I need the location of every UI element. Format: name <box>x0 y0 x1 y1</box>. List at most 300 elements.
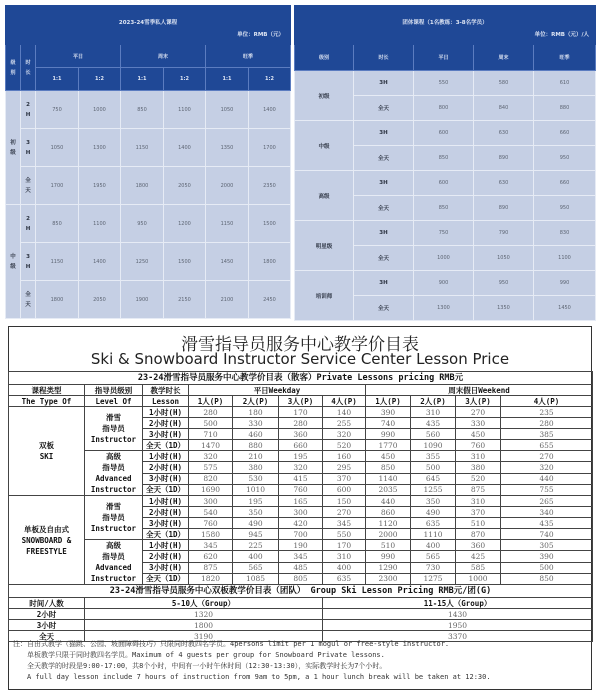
price-cell: 195 <box>233 496 279 507</box>
private-row <box>6 167 291 205</box>
price-cell: 1470 <box>189 440 233 451</box>
price-cell: 460 <box>233 429 279 440</box>
price-cell: 255 <box>323 418 366 429</box>
group-price-cell: 1320 <box>85 609 323 620</box>
instructor-level-line: Advanced <box>95 563 132 572</box>
price-cell: 520 <box>323 440 366 451</box>
price-cell: 760 <box>279 484 323 495</box>
price-cell: 950 <box>121 205 164 243</box>
header-ratio: 1:2 <box>164 68 206 91</box>
price-cell: 600 <box>323 484 366 495</box>
header-level: 级别 <box>6 45 21 91</box>
price-cell: 370 <box>323 473 366 484</box>
price-cell: 820 <box>189 473 233 484</box>
price-cell: 1950 <box>79 167 121 205</box>
price-cell: 355 <box>411 451 456 462</box>
private-row <box>6 205 291 243</box>
header-type-en: The Type Of <box>9 396 85 407</box>
price-cell: 520 <box>456 473 501 484</box>
price-cell: 1275 <box>411 573 456 584</box>
header-persons: 4人(P) <box>323 396 366 407</box>
price-cell: 280 <box>279 418 323 429</box>
price-cell: 180 <box>233 407 279 418</box>
instructor-level-cell <box>85 540 143 585</box>
group-price-cell: 1950 <box>323 620 593 631</box>
duration-cell: 全天 <box>354 296 414 321</box>
price-cell: 400 <box>233 551 279 562</box>
price-cell: 170 <box>279 407 323 418</box>
sheet-title-cn: 滑雪指导员服务中心教学价目表 <box>181 335 419 355</box>
instructor-level-cell <box>85 451 143 496</box>
price-cell: 600 <box>414 121 474 146</box>
header-weekday: 平日 <box>414 45 474 71</box>
price-cell: 2000 <box>366 529 411 540</box>
price-cell: 1010 <box>233 484 279 495</box>
group-price-cell: 1800 <box>85 620 323 631</box>
price-row <box>9 451 593 462</box>
duration-cell: 2小时(H) <box>143 418 189 429</box>
duration-cell: 全天 <box>354 96 414 121</box>
price-cell: 710 <box>189 429 233 440</box>
header-persons: 1人(P) <box>189 396 233 407</box>
price-cell: 195 <box>279 451 323 462</box>
price-cell: 635 <box>411 518 456 529</box>
header-persons: 3人(P) <box>279 396 323 407</box>
price-cell: 310 <box>456 496 501 507</box>
price-cell: 850 <box>414 146 474 171</box>
price-cell: 1290 <box>366 562 411 573</box>
price-cell: 850 <box>36 205 79 243</box>
price-cell: 1700 <box>249 129 291 167</box>
price-cell: 830 <box>534 221 596 246</box>
duration-cell: 3小时(H) <box>143 518 189 529</box>
private-lesson-table <box>5 5 291 319</box>
price-cell: 660 <box>279 440 323 451</box>
group-section-row <box>9 585 593 598</box>
price-cell: 310 <box>323 551 366 562</box>
header-peak: 旺季 <box>534 45 596 71</box>
price-cell: 160 <box>323 451 366 462</box>
price-cell: 1200 <box>164 205 206 243</box>
price-row <box>9 540 593 551</box>
price-cell: 850 <box>501 573 593 584</box>
price-cell: 990 <box>534 271 596 296</box>
duration-cell: 2小时(H) <box>143 507 189 518</box>
duration-cell: 全天（1D） <box>143 440 189 451</box>
price-cell: 320 <box>501 462 593 473</box>
lesson-type-cn: 单板及自由式 <box>24 524 69 534</box>
price-cell: 870 <box>456 529 501 540</box>
instructor-level-line: 指导员 <box>102 513 125 522</box>
price-cell: 1090 <box>411 440 456 451</box>
duration-label: 2H <box>25 101 31 118</box>
price-cell: 530 <box>233 473 279 484</box>
price-cell: 1800 <box>249 243 291 281</box>
price-cell: 370 <box>456 507 501 518</box>
header-persons: 2人(P) <box>411 396 456 407</box>
instructor-level-line: 滑雪 <box>106 413 121 422</box>
duration-cell <box>21 91 36 129</box>
private-row <box>6 243 291 281</box>
header-level: 级别 <box>295 45 354 71</box>
price-cell: 1300 <box>79 129 121 167</box>
price-cell: 1050 <box>36 129 79 167</box>
note-line: 注：自由式教学（猫跳、公园、坡面障碍技巧）只限同时教四名学员。4persons limit per 1 mogul or free-style instructor. <box>13 640 450 648</box>
price-cell: 510 <box>456 518 501 529</box>
duration-cell: 3H <box>354 71 414 96</box>
price-cell: 1700 <box>36 167 79 205</box>
price-cell: 295 <box>323 462 366 473</box>
price-cell: 1100 <box>164 91 206 129</box>
price-cell: 270 <box>323 507 366 518</box>
price-cell: 2035 <box>366 484 411 495</box>
price-cell: 345 <box>323 518 366 529</box>
group-row <box>295 171 596 196</box>
price-cell: 310 <box>411 407 456 418</box>
price-cell: 2050 <box>164 167 206 205</box>
price-cell: 170 <box>323 540 366 551</box>
price-cell: 585 <box>456 562 501 573</box>
price-cell: 435 <box>501 518 593 529</box>
price-cell: 485 <box>279 562 323 573</box>
duration-cell: 3小时(H) <box>143 562 189 573</box>
price-cell: 225 <box>233 540 279 551</box>
private-row <box>6 91 291 129</box>
group-row <box>295 71 596 96</box>
price-cell: 270 <box>456 407 501 418</box>
price-cell: 320 <box>279 462 323 473</box>
price-cell: 1350 <box>474 296 534 321</box>
price-cell: 2300 <box>366 573 411 584</box>
header-weekend: 周末 <box>121 45 206 68</box>
duration-cell: 1小时(H) <box>143 451 189 462</box>
duration-cell: 3H <box>354 221 414 246</box>
price-cell: 390 <box>501 551 593 562</box>
price-row <box>9 407 593 418</box>
lesson-type-en: SNOWBOARD & FREESTYLE <box>21 535 72 556</box>
price-cell: 755 <box>501 484 593 495</box>
group-header-time: 时间/人数 <box>9 598 85 609</box>
group-row <box>295 221 596 246</box>
level-cell: 高级 <box>295 171 354 221</box>
price-cell: 500 <box>501 562 593 573</box>
price-cell: 440 <box>366 496 411 507</box>
price-cell: 345 <box>189 540 233 551</box>
price-cell: 2450 <box>249 281 291 319</box>
note-line: A full day lesson include 7 hours of instruction from 9am to 5pm, a 1 hour lunch break will be taken at 12:30. <box>27 673 491 681</box>
price-cell: 305 <box>501 540 593 551</box>
header-weekend: 周末假日Weekend <box>366 385 593 396</box>
price-cell: 860 <box>366 507 411 518</box>
price-cell: 2000 <box>206 167 249 205</box>
price-cell: 900 <box>414 271 474 296</box>
price-cell: 565 <box>233 562 279 573</box>
price-cell: 2150 <box>164 281 206 319</box>
lesson-type-cn: 双板 <box>39 441 54 450</box>
price-cell: 150 <box>323 496 366 507</box>
duration-cell <box>21 205 36 243</box>
instructor-level-line: 指导员 <box>102 552 125 561</box>
price-cell: 1800 <box>121 167 164 205</box>
duration-cell: 1小时(H) <box>143 540 189 551</box>
price-cell: 340 <box>501 507 593 518</box>
private-section-title: 23-24滑雪指导员服务中心教学价目表（散客）Private Lessons pricing RMB元 <box>9 372 593 385</box>
price-cell: 415 <box>279 473 323 484</box>
header-ratio: 1:1 <box>121 68 164 91</box>
price-cell: 1140 <box>366 473 411 484</box>
group-header-11-15: 11-15人（Group） <box>323 598 593 609</box>
header-ratio: 1:2 <box>79 68 121 91</box>
header-level-en: Level Of <box>85 396 143 407</box>
price-cell: 750 <box>36 91 79 129</box>
duration-cell: 全天 <box>354 246 414 271</box>
price-cell: 1300 <box>414 296 474 321</box>
group-time-cell: 2小时 <box>9 609 85 620</box>
header-lesson-cn: 教学时长 <box>143 385 189 396</box>
price-cell: 1250 <box>121 243 164 281</box>
price-cell: 600 <box>414 171 474 196</box>
price-cell: 890 <box>474 146 534 171</box>
header-weekend: 周末 <box>474 45 534 71</box>
duration-cell: 3小时(H) <box>143 473 189 484</box>
duration-label: 3H <box>25 139 31 156</box>
duration-cell <box>21 167 36 205</box>
duration-cell <box>21 281 36 319</box>
price-cell: 310 <box>456 451 501 462</box>
price-cell: 850 <box>414 196 474 221</box>
price-cell: 630 <box>474 171 534 196</box>
price-cell: 1050 <box>206 91 249 129</box>
price-cell: 320 <box>323 429 366 440</box>
price-cell: 435 <box>411 418 456 429</box>
price-cell: 400 <box>323 562 366 573</box>
level-cell: 明星级 <box>295 221 354 271</box>
price-cell: 490 <box>233 518 279 529</box>
price-cell: 490 <box>411 507 456 518</box>
price-cell: 850 <box>366 462 411 473</box>
instructor-level-line: 高级 <box>106 452 121 461</box>
group-price-row <box>9 609 593 620</box>
group-table-unit: 单位：RMB（元）/人 <box>534 32 590 38</box>
level-cell <box>6 91 21 205</box>
price-cell: 345 <box>279 551 323 562</box>
header-ratio: 1:2 <box>249 68 291 91</box>
header-duration: 时长 <box>21 45 36 91</box>
header-lesson-en: Lesson <box>143 396 189 407</box>
private-table-title-cell <box>6 6 291 45</box>
group-row <box>295 271 596 296</box>
price-cell: 360 <box>456 540 501 551</box>
price-cell: 265 <box>501 496 593 507</box>
price-cell: 350 <box>411 496 456 507</box>
price-cell: 235 <box>501 407 593 418</box>
price-cell: 380 <box>456 462 501 473</box>
price-cell: 1400 <box>164 129 206 167</box>
price-cell: 1800 <box>36 281 79 319</box>
price-cell: 270 <box>501 451 593 462</box>
price-cell: 2100 <box>206 281 249 319</box>
group-table-title: 团体课程（1名教练：3-8名学员） <box>402 20 488 26</box>
price-cell: 880 <box>233 440 279 451</box>
header-weekday: 平日Weekday <box>189 385 366 396</box>
price-cell: 1450 <box>206 243 249 281</box>
duration-cell: 3小时(H) <box>143 429 189 440</box>
price-cell: 635 <box>323 573 366 584</box>
price-cell: 2050 <box>79 281 121 319</box>
group-price-cell: 3370 <box>323 631 593 642</box>
header-peak: 旺季 <box>206 45 291 68</box>
group-header-row <box>9 598 593 609</box>
price-cell: 500 <box>189 418 233 429</box>
header-weekday: 平日 <box>36 45 121 68</box>
price-cell: 210 <box>233 451 279 462</box>
note-line: 单板教学只限于同时教四名学员。Maximum of 4 guests per group for Snowboard Private lessons. <box>27 651 385 659</box>
group-price-cell: 3190 <box>85 631 323 642</box>
instructor-level-line: 高级 <box>106 541 121 550</box>
price-cell: 1110 <box>411 529 456 540</box>
price-cell: 1000 <box>414 246 474 271</box>
price-cell: 450 <box>456 429 501 440</box>
duration-label: 3H <box>25 253 31 270</box>
price-cell: 1050 <box>474 246 534 271</box>
duration-cell: 全天（1D） <box>143 484 189 495</box>
price-cell: 350 <box>233 507 279 518</box>
lesson-price-sheet <box>8 326 592 690</box>
group-section-title: 23-24滑雪指导员服务中心双板教学价目表（团队） Group Ski Lesson Pricing RMB元/团(G) <box>9 585 593 598</box>
notes <box>13 639 587 683</box>
duration-cell: 2小时(H) <box>143 462 189 473</box>
price-cell: 1400 <box>79 243 121 281</box>
price-cell: 330 <box>456 418 501 429</box>
group-time-cell: 3小时 <box>9 620 85 631</box>
duration-cell: 2小时(H) <box>143 551 189 562</box>
price-cell: 320 <box>189 451 233 462</box>
note-line: 全天教学的时段是9:00-17:00，共8个小时，中间有一小时午休时间（12:30-13:30），实际教学时长为7个小时。 <box>27 662 387 670</box>
header-ratio: 1:1 <box>206 68 249 91</box>
price-cell: 300 <box>279 507 323 518</box>
group-row <box>295 121 596 146</box>
level-cell <box>6 205 21 319</box>
price-cell: 1085 <box>233 573 279 584</box>
price-cell: 1580 <box>189 529 233 540</box>
duration-cell: 全天 <box>354 146 414 171</box>
price-cell: 550 <box>323 529 366 540</box>
duration-cell: 3H <box>354 271 414 296</box>
duration-cell <box>21 243 36 281</box>
price-cell: 760 <box>456 440 501 451</box>
price-cell: 1150 <box>36 243 79 281</box>
price-cell: 440 <box>501 473 593 484</box>
price-cell: 1500 <box>249 205 291 243</box>
header-ratio: 1:1 <box>36 68 79 91</box>
price-cell: 280 <box>501 418 593 429</box>
price-cell: 1690 <box>189 484 233 495</box>
group-price-cell: 1430 <box>323 609 593 620</box>
price-cell: 1770 <box>366 440 411 451</box>
duration-cell: 全天（1D） <box>143 573 189 584</box>
duration-cell: 3H <box>354 171 414 196</box>
price-cell: 380 <box>233 462 279 473</box>
price-cell: 990 <box>366 551 411 562</box>
price-cell: 645 <box>411 473 456 484</box>
price-cell: 1900 <box>121 281 164 319</box>
header-persons: 4人(P) <box>501 396 593 407</box>
header-persons: 1人(P) <box>366 396 411 407</box>
price-cell: 425 <box>456 551 501 562</box>
price-cell: 420 <box>279 518 323 529</box>
private-table-unit: 单位：RMB（元） <box>237 32 284 38</box>
header-duration: 时长 <box>354 45 414 71</box>
level-cell: 培训师 <box>295 271 354 321</box>
duration-cell <box>21 129 36 167</box>
price-cell: 500 <box>411 462 456 473</box>
price-cell: 875 <box>456 484 501 495</box>
price-cell: 300 <box>189 496 233 507</box>
price-cell: 1820 <box>189 573 233 584</box>
duration-cell: 全天（1D） <box>143 529 189 540</box>
instructor-level-line: Instructor <box>90 574 137 583</box>
duration-label: 全天 <box>25 291 31 308</box>
lesson-type-cell <box>9 407 85 496</box>
price-cell: 660 <box>534 171 596 196</box>
lesson-type-en: SKI <box>39 452 54 461</box>
price-cell: 540 <box>189 507 233 518</box>
price-cell: 620 <box>189 551 233 562</box>
duration-cell: 1小时(H) <box>143 407 189 418</box>
header-level-cn: 指导员级别 <box>85 385 143 396</box>
level-cell: 中级 <box>295 121 354 171</box>
instructor-level-line: 滑雪 <box>106 502 121 511</box>
price-cell: 580 <box>474 71 534 96</box>
duration-label: 全天 <box>25 177 31 194</box>
price-cell: 945 <box>233 529 279 540</box>
price-cell: 330 <box>233 418 279 429</box>
price-cell: 1400 <box>249 91 291 129</box>
price-cell: 1100 <box>79 205 121 243</box>
price-cell: 950 <box>534 146 596 171</box>
price-cell: 280 <box>189 407 233 418</box>
price-cell: 2350 <box>249 167 291 205</box>
price-cell: 950 <box>474 271 534 296</box>
price-cell: 660 <box>534 121 596 146</box>
private-table-title: 2023-24雪季私人课程 <box>118 20 178 26</box>
level-cell: 初级 <box>295 71 354 121</box>
instructor-level-line: Instructor <box>90 485 137 494</box>
price-cell: 1350 <box>206 129 249 167</box>
sheet-title-en: Ski & Snowboard Instructor Service Center Lesson Price <box>90 350 510 368</box>
price-cell: 360 <box>279 429 323 440</box>
price-cell: 1150 <box>121 129 164 167</box>
price-cell: 700 <box>279 529 323 540</box>
price-cell: 630 <box>474 121 534 146</box>
price-cell: 1120 <box>366 518 411 529</box>
instructor-level-line: Instructor <box>90 524 137 533</box>
header-type-cn: 课程类型 <box>9 385 85 396</box>
private-row <box>6 129 291 167</box>
price-cell: 875 <box>189 562 233 573</box>
duration-label: 2H <box>25 215 31 232</box>
price-cell: 800 <box>414 96 474 121</box>
price-cell: 1000 <box>456 573 501 584</box>
price-cell: 850 <box>121 91 164 129</box>
price-cell: 750 <box>414 221 474 246</box>
duration-cell: 1小时(H) <box>143 496 189 507</box>
price-cell: 1100 <box>534 246 596 271</box>
level-label: 中级 <box>10 253 16 270</box>
level-label: 初级 <box>10 139 16 156</box>
instructor-level-line: Advanced <box>95 474 132 483</box>
price-cell: 790 <box>474 221 534 246</box>
